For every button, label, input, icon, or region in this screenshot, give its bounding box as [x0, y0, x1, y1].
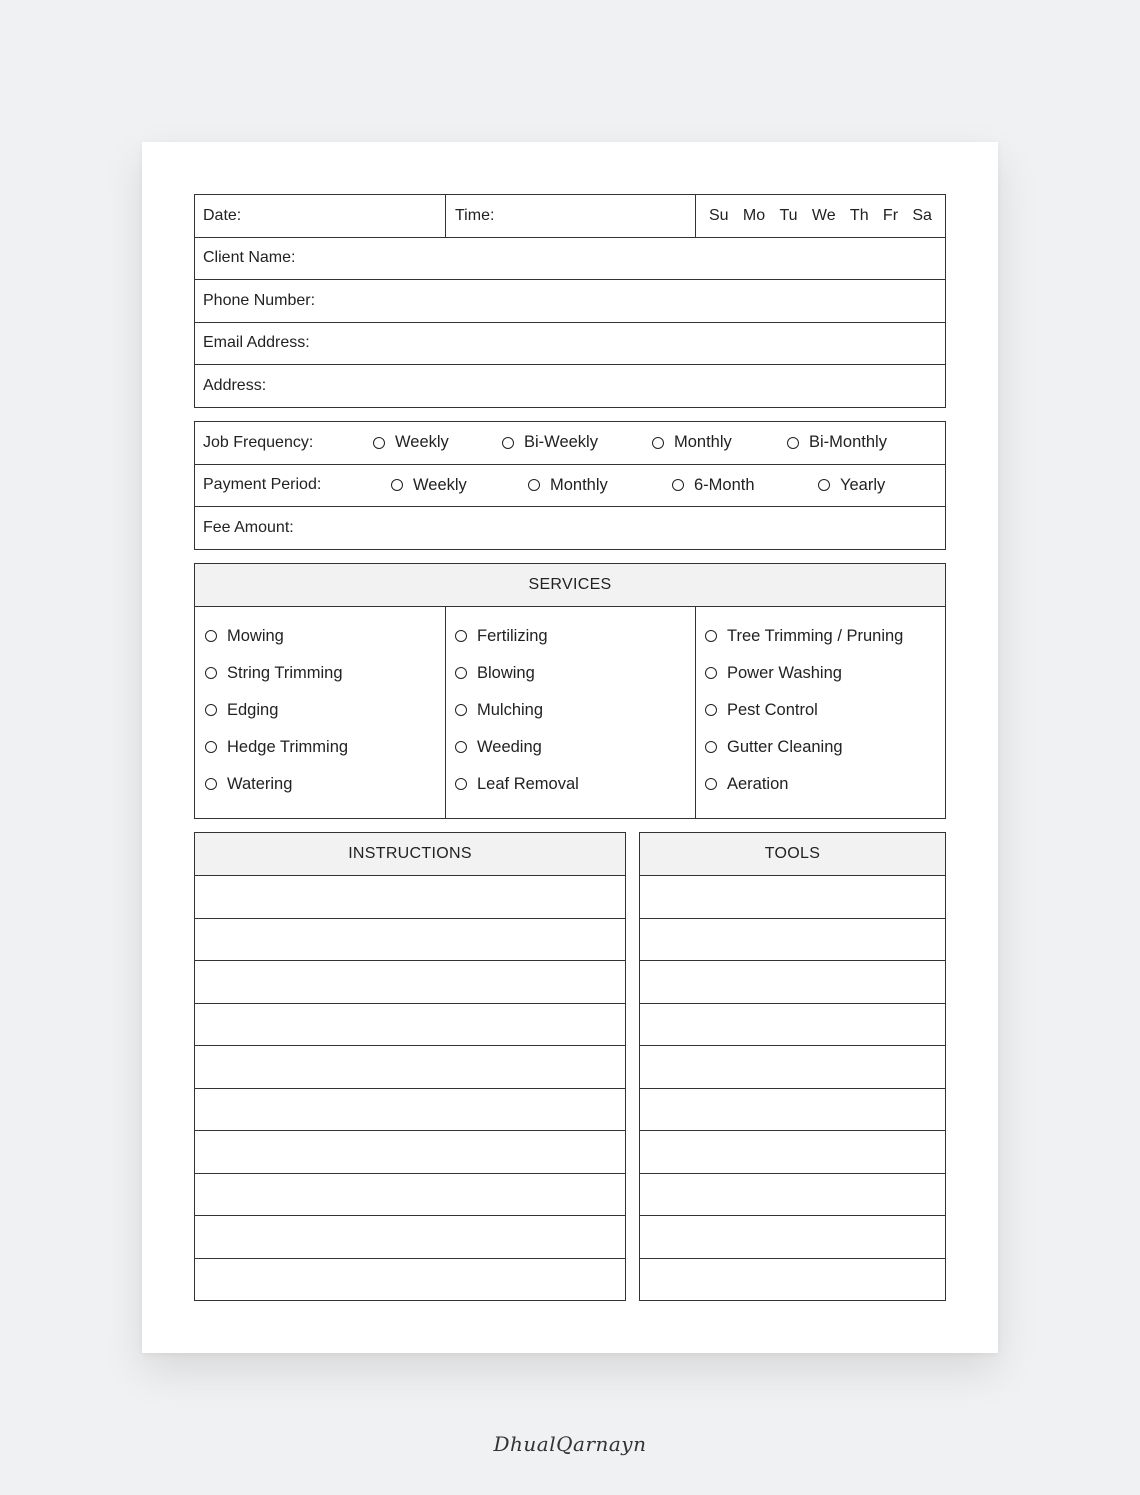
client-info-box: [194, 194, 946, 408]
radio-icon: [705, 630, 717, 642]
radio-icon: [373, 437, 385, 449]
service-label: Gutter Cleaning: [727, 737, 843, 756]
radio-icon: [705, 667, 717, 679]
service-label: Blowing: [477, 663, 535, 682]
payment-option-monthly[interactable]: [528, 476, 608, 495]
job-box: [194, 421, 946, 550]
payment-option-yearly[interactable]: [818, 476, 885, 495]
service-aeration[interactable]: [705, 775, 788, 794]
radio-icon: [528, 479, 540, 491]
fee-amount-field[interactable]: [195, 507, 945, 550]
instruction-line[interactable]: [195, 1088, 625, 1089]
service-edging[interactable]: [205, 701, 278, 720]
day-th[interactable]: Th: [849, 206, 869, 224]
service-power-washing[interactable]: [705, 664, 842, 683]
tool-line[interactable]: [640, 1045, 945, 1046]
service-tree-trimming[interactable]: [705, 627, 903, 646]
service-label: Aeration: [727, 774, 789, 793]
service-weeding[interactable]: [455, 738, 542, 757]
signature-logo: DhualQarnayn: [493, 1432, 647, 1456]
tool-line[interactable]: [640, 1258, 945, 1259]
tool-line[interactable]: [640, 960, 945, 961]
job-frequency-row: [195, 422, 945, 465]
phone-field[interactable]: [195, 280, 945, 323]
tool-line[interactable]: [640, 1088, 945, 1089]
instruction-line[interactable]: [195, 918, 625, 919]
services-title: SERVICES: [195, 564, 945, 607]
radio-icon: [455, 704, 467, 716]
service-label: Tree Trimming / Pruning: [727, 626, 904, 645]
frequency-option-monthly[interactable]: [652, 433, 732, 452]
services-column-1: [195, 607, 445, 819]
time-field[interactable]: [455, 195, 695, 237]
address-field[interactable]: [195, 365, 945, 408]
instruction-line[interactable]: [195, 1173, 625, 1174]
radio-icon: [205, 630, 217, 642]
radio-icon: [455, 778, 467, 790]
radio-icon: [455, 741, 467, 753]
option-label: Bi-Monthly: [809, 433, 887, 452]
tool-line[interactable]: [640, 1130, 945, 1131]
service-leaf-removal[interactable]: [455, 775, 579, 794]
client-name-label: Client Name:: [203, 249, 296, 267]
service-label: Edging: [227, 700, 279, 719]
day-we[interactable]: We: [811, 206, 836, 224]
radio-icon: [705, 741, 717, 753]
radio-icon: [672, 479, 684, 491]
service-gutter-cleaning[interactable]: [705, 738, 843, 757]
instruction-line[interactable]: [195, 1215, 625, 1216]
option-label: Yearly: [840, 475, 886, 494]
tool-line[interactable]: [640, 1215, 945, 1216]
radio-icon: [205, 667, 217, 679]
services-box: [194, 563, 946, 819]
email-label: Email Address:: [203, 334, 310, 352]
service-watering[interactable]: [205, 775, 292, 794]
radio-icon: [652, 437, 664, 449]
option-label: Monthly: [674, 433, 732, 452]
radio-icon: [502, 437, 514, 449]
radio-icon: [818, 479, 830, 491]
service-label: Watering: [227, 774, 293, 793]
radio-icon: [455, 667, 467, 679]
payment-period-row: [195, 465, 945, 508]
option-label: Weekly: [395, 433, 449, 452]
email-field[interactable]: [195, 323, 945, 366]
service-label: Weeding: [477, 737, 542, 756]
option-label: Bi-Weekly: [524, 433, 598, 452]
planner-sheet: [142, 142, 998, 1353]
day-fr[interactable]: Fr: [882, 206, 899, 224]
services-column-2: [445, 607, 695, 819]
tools-title: TOOLS: [640, 833, 945, 876]
option-label: Monthly: [550, 475, 608, 494]
weekday-selector: [696, 195, 945, 237]
instruction-line[interactable]: [195, 1130, 625, 1131]
service-mulching[interactable]: [455, 701, 543, 720]
instruction-line[interactable]: [195, 1045, 625, 1046]
service-label: Fertilizing: [477, 626, 548, 645]
client-name-field[interactable]: [195, 238, 945, 281]
service-blowing[interactable]: [455, 664, 535, 683]
services-column-3: [695, 607, 945, 819]
radio-icon: [205, 704, 217, 716]
option-label: Weekly: [413, 475, 467, 494]
service-label: Leaf Removal: [477, 774, 579, 793]
service-label: Power Washing: [727, 663, 842, 682]
payment-option-6-month[interactable]: [672, 476, 755, 495]
service-fertilizing[interactable]: [455, 627, 548, 646]
option-label: 6-Month: [694, 475, 755, 494]
date-label: Date:: [203, 206, 242, 224]
radio-icon: [705, 704, 717, 716]
divider: [445, 195, 446, 237]
radio-icon: [787, 437, 799, 449]
day-tu[interactable]: Tu: [779, 206, 798, 224]
service-pest-control[interactable]: [705, 701, 818, 720]
tool-line[interactable]: [640, 918, 945, 919]
frequency-option-weekly[interactable]: [373, 433, 449, 452]
job-frequency-label: Job Frequency:: [203, 433, 314, 451]
instruction-line[interactable]: [195, 1258, 625, 1259]
radio-icon: [455, 630, 467, 642]
service-label: String Trimming: [227, 663, 343, 682]
fee-amount-label: Fee Amount:: [203, 519, 294, 537]
service-label: Hedge Trimming: [227, 737, 349, 756]
radio-icon: [205, 778, 217, 790]
service-mowing[interactable]: [205, 627, 284, 646]
tools-box: [639, 832, 946, 1301]
time-label: Time:: [455, 206, 495, 224]
service-string-trimming[interactable]: [205, 664, 343, 683]
payment-option-weekly[interactable]: [391, 476, 467, 495]
day-su[interactable]: Su: [709, 206, 729, 224]
radio-icon: [391, 479, 403, 491]
tool-line[interactable]: [640, 1003, 945, 1004]
phone-label: Phone Number:: [203, 291, 316, 309]
service-label: Mowing: [227, 626, 284, 645]
radio-icon: [705, 778, 717, 790]
instructions-title: INSTRUCTIONS: [195, 833, 625, 876]
day-sa[interactable]: Sa: [912, 206, 932, 224]
frequency-option-bi-weekly[interactable]: [502, 433, 598, 452]
service-label: Pest Control: [727, 700, 818, 719]
frequency-option-bi-monthly[interactable]: [787, 433, 887, 452]
day-mo[interactable]: Mo: [742, 206, 766, 224]
instruction-line[interactable]: [195, 960, 625, 961]
date-time-row: [195, 195, 945, 238]
payment-period-label: Payment Period:: [203, 476, 322, 494]
service-label: Mulching: [477, 700, 544, 719]
instruction-line[interactable]: [195, 1003, 625, 1004]
date-field[interactable]: [203, 195, 443, 237]
instructions-box: [194, 832, 626, 1301]
radio-icon: [205, 741, 217, 753]
service-hedge-trimming[interactable]: [205, 738, 348, 757]
address-label: Address:: [203, 377, 267, 395]
tool-line[interactable]: [640, 1173, 945, 1174]
